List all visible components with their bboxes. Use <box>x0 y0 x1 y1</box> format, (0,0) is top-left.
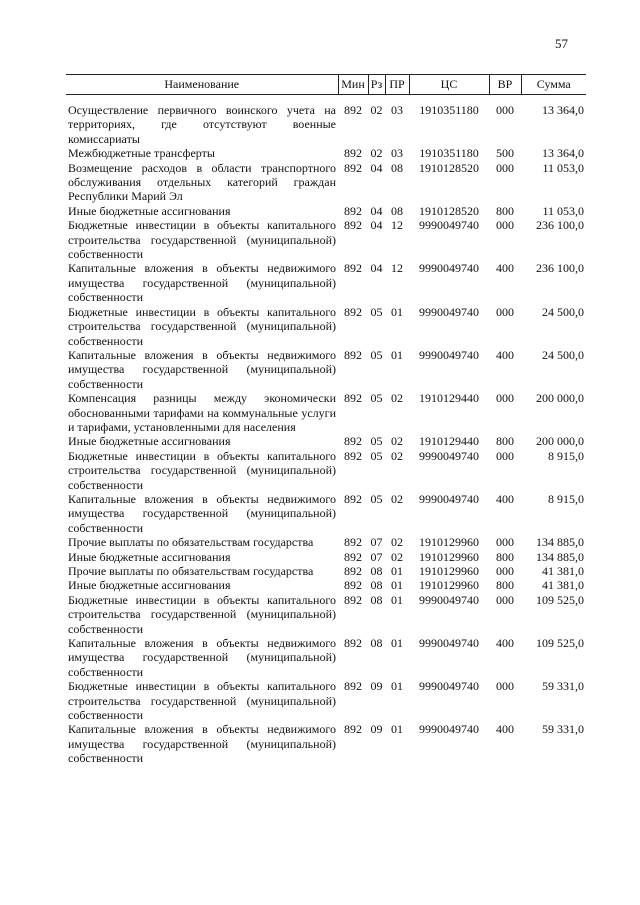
cell-name: Прочие выплаты по обязательствам государства <box>68 564 314 578</box>
cell-rz: 05 <box>370 347 383 362</box>
cell-name: Капитальные вложения в объекты недвижимого имущества государственной (муниципальной) собственности <box>68 722 336 766</box>
cell-name: Бюджетные инвестиции в объекты капитального строительства государственной (муниципальной) собственности <box>68 448 336 492</box>
cell-vr: 000 <box>496 679 514 694</box>
cell-sum: 24 500,0 <box>542 304 584 319</box>
cell-sum: 13 364,0 <box>542 146 584 161</box>
cell-rz: 07 <box>370 549 383 564</box>
cell-sum: 200 000,0 <box>536 391 584 406</box>
table-row <box>66 434 586 448</box>
cell-sum: 8 915,0 <box>548 448 584 463</box>
cell-name: Межбюджетные трансферты <box>68 146 215 161</box>
table-row <box>66 305 586 348</box>
table-body <box>66 95 586 766</box>
cell-vr: 400 <box>496 722 514 737</box>
cell-name: Капитальные вложения в объекты недвижимого имущества государственной (муниципальной) собственности <box>68 347 336 391</box>
cell-min: 892 <box>344 592 362 607</box>
table-row <box>66 218 586 261</box>
cell-sum: 11 053,0 <box>542 160 584 175</box>
cell-cs: 9990049740 <box>419 347 479 362</box>
cell-min: 892 <box>344 434 362 449</box>
header-name: Наименование <box>66 75 338 95</box>
table-row <box>66 722 586 765</box>
cell-pr: 01 <box>391 564 403 578</box>
cell-cs: 9990049740 <box>419 679 479 694</box>
table-row <box>66 679 586 722</box>
cell-pr: 03 <box>391 146 403 161</box>
cell-cs: 1910128520 <box>419 203 479 218</box>
cell-pr: 01 <box>391 722 403 737</box>
cell-vr: 800 <box>496 549 514 564</box>
cell-min: 892 <box>344 636 362 651</box>
cell-vr: 000 <box>496 592 514 607</box>
cell-vr: 000 <box>496 448 514 463</box>
cell-rz: 05 <box>370 391 383 406</box>
cell-cs: 1910129960 <box>419 549 479 564</box>
cell-vr: 000 <box>496 304 514 319</box>
cell-rz: 07 <box>370 535 383 550</box>
budget-table <box>66 74 586 766</box>
cell-pr: 03 <box>391 103 403 117</box>
cell-sum: 109 525,0 <box>536 636 584 651</box>
cell-sum: 134 885,0 <box>536 549 584 564</box>
cell-pr: 02 <box>391 535 403 550</box>
cell-rz: 08 <box>370 578 383 593</box>
cell-cs: 9990049740 <box>419 722 479 737</box>
cell-vr: 800 <box>496 434 514 449</box>
table-row <box>66 550 586 564</box>
cell-sum: 236 100,0 <box>536 218 584 233</box>
cell-name: Капитальные вложения в объекты недвижимого имущества государственной (муниципальной) собственности <box>68 636 336 679</box>
cell-name: Бюджетные инвестиции в объекты капитального строительства государственной (муниципальной) собственности <box>68 304 336 348</box>
cell-vr: 400 <box>496 636 514 651</box>
cell-name: Иные бюджетные ассигнования <box>68 549 231 564</box>
cell-min: 892 <box>344 448 362 463</box>
cell-name: Иные бюджетные ассигнования <box>68 578 231 593</box>
cell-vr: 000 <box>496 535 514 550</box>
cell-cs: 1910129960 <box>419 564 479 578</box>
cell-pr: 01 <box>391 304 403 319</box>
cell-pr: 02 <box>391 391 403 406</box>
cell-sum: 41 381,0 <box>542 564 584 578</box>
cell-min: 892 <box>344 304 362 319</box>
cell-cs: 1910351180 <box>419 146 479 161</box>
cell-cs: 1910351180 <box>419 103 479 117</box>
table-row <box>66 391 586 434</box>
table-row <box>66 95 586 147</box>
table-row <box>66 492 586 535</box>
cell-rz: 09 <box>370 679 383 694</box>
cell-rz: 05 <box>370 491 383 506</box>
cell-sum: 59 331,0 <box>542 722 584 737</box>
header-vr: ВР <box>489 75 521 95</box>
cell-name: Осуществление первичного воинского учета на территориях, где отсутствуют военные комиссариаты <box>68 103 336 146</box>
cell-pr: 02 <box>391 491 403 506</box>
cell-vr: 400 <box>496 347 514 362</box>
cell-min: 892 <box>344 578 362 593</box>
cell-cs: 1910129960 <box>419 535 479 550</box>
table-row <box>66 564 586 578</box>
cell-sum: 11 053,0 <box>542 203 584 218</box>
cell-rz: 02 <box>370 103 383 117</box>
cell-cs: 9990049740 <box>419 261 479 276</box>
table-row <box>66 348 586 391</box>
cell-min: 892 <box>344 722 362 737</box>
cell-pr: 01 <box>391 636 403 651</box>
cell-cs: 1910129440 <box>419 391 479 406</box>
cell-pr: 08 <box>391 203 403 218</box>
table-row <box>66 161 586 204</box>
header-cs: ЦС <box>409 75 489 95</box>
table-row <box>66 578 586 592</box>
cell-rz: 09 <box>370 722 383 737</box>
cell-min: 892 <box>344 203 362 218</box>
cell-vr: 400 <box>496 491 514 506</box>
table-row <box>66 593 586 636</box>
table-row <box>66 449 586 492</box>
cell-min: 892 <box>344 261 362 276</box>
cell-rz: 04 <box>370 218 383 233</box>
cell-name: Возмещение расходов в области транспортного обслуживания отдельных категорий граждан Республики Марий Эл <box>68 160 336 204</box>
cell-pr: 01 <box>391 578 403 593</box>
cell-sum: 59 331,0 <box>542 679 584 694</box>
cell-sum: 236 100,0 <box>536 261 584 276</box>
cell-name: Прочие выплаты по обязательствам государства <box>68 535 314 550</box>
cell-pr: 01 <box>391 347 403 362</box>
header-rz: Рз <box>368 75 385 95</box>
cell-cs: 9990049740 <box>419 636 479 651</box>
cell-min: 892 <box>344 564 362 578</box>
cell-sum: 8 915,0 <box>548 491 584 506</box>
header-min: Мин <box>338 75 368 95</box>
cell-name: Капитальные вложения в объекты недвижимого имущества государственной (муниципальной) собственности <box>68 261 336 305</box>
cell-rz: 04 <box>370 261 383 276</box>
cell-vr: 000 <box>496 391 514 406</box>
cell-sum: 200 000,0 <box>536 434 584 449</box>
cell-cs: 1910129440 <box>419 434 479 449</box>
cell-min: 892 <box>344 146 362 161</box>
cell-sum: 24 500,0 <box>542 347 584 362</box>
cell-vr: 800 <box>496 578 514 593</box>
cell-min: 892 <box>344 549 362 564</box>
cell-vr: 500 <box>496 146 514 161</box>
cell-name: Бюджетные инвестиции в объекты капитального строительства государственной (муниципальной) собственности <box>68 592 336 636</box>
cell-sum: 109 525,0 <box>536 592 584 607</box>
cell-min: 892 <box>344 491 362 506</box>
cell-pr: 12 <box>391 261 403 276</box>
cell-name: Бюджетные инвестиции в объекты капитального строительства государственной (муниципальной) собственности <box>68 218 336 262</box>
cell-vr: 000 <box>496 103 514 117</box>
cell-rz: 04 <box>370 203 383 218</box>
cell-rz: 08 <box>370 636 383 651</box>
cell-sum: 134 885,0 <box>536 535 584 550</box>
cell-min: 892 <box>344 347 362 362</box>
table-row <box>66 146 586 160</box>
page-number: 57 <box>555 36 568 51</box>
header-pr: ПР <box>385 75 409 95</box>
cell-vr: 800 <box>496 203 514 218</box>
header-sum: Сумма <box>521 75 586 95</box>
table-row <box>66 535 586 549</box>
cell-cs: 9990049740 <box>419 491 479 506</box>
cell-name: Иные бюджетные ассигнования <box>68 203 231 218</box>
cell-vr: 000 <box>496 218 514 233</box>
cell-pr: 02 <box>391 549 403 564</box>
cell-rz: 08 <box>370 592 383 607</box>
cell-rz: 05 <box>370 448 383 463</box>
cell-cs: 9990049740 <box>419 448 479 463</box>
table-header-row <box>66 75 586 95</box>
cell-min: 892 <box>344 679 362 694</box>
cell-sum: 41 381,0 <box>542 578 584 593</box>
table-row <box>66 261 586 304</box>
cell-pr: 02 <box>391 448 403 463</box>
cell-rz: 05 <box>370 434 383 449</box>
cell-pr: 02 <box>391 434 403 449</box>
cell-min: 892 <box>344 103 362 117</box>
cell-vr: 000 <box>496 160 514 175</box>
table-row <box>66 204 586 218</box>
cell-pr: 12 <box>391 218 403 233</box>
cell-name: Компенсация разницы между экономически обоснованными тарифами на коммунальные услуги и тарифами, установленными для населения <box>68 391 336 434</box>
cell-rz: 04 <box>370 160 383 175</box>
cell-name: Иные бюджетные ассигнования <box>68 434 231 449</box>
cell-name: Бюджетные инвестиции в объекты капитального строительства государственной (муниципальной) собственности <box>68 679 336 723</box>
cell-cs: 9990049740 <box>419 304 479 319</box>
cell-rz: 08 <box>370 564 383 578</box>
cell-pr: 01 <box>391 592 403 607</box>
cell-cs: 1910128520 <box>419 160 479 175</box>
cell-min: 892 <box>344 535 362 550</box>
cell-rz: 05 <box>370 304 383 319</box>
cell-pr: 08 <box>391 160 403 175</box>
cell-sum: 13 364,0 <box>542 103 584 117</box>
cell-rz: 02 <box>370 146 383 161</box>
cell-cs: 9990049740 <box>419 218 479 233</box>
cell-min: 892 <box>344 218 362 233</box>
cell-cs: 1910129960 <box>419 578 479 593</box>
cell-vr: 000 <box>496 564 514 578</box>
cell-pr: 01 <box>391 679 403 694</box>
cell-name: Капитальные вложения в объекты недвижимого имущества государственной (муниципальной) собственности <box>68 491 336 535</box>
cell-vr: 400 <box>496 261 514 276</box>
table-row <box>66 636 586 679</box>
cell-min: 892 <box>344 391 362 406</box>
cell-cs: 9990049740 <box>419 592 479 607</box>
cell-min: 892 <box>344 160 362 175</box>
